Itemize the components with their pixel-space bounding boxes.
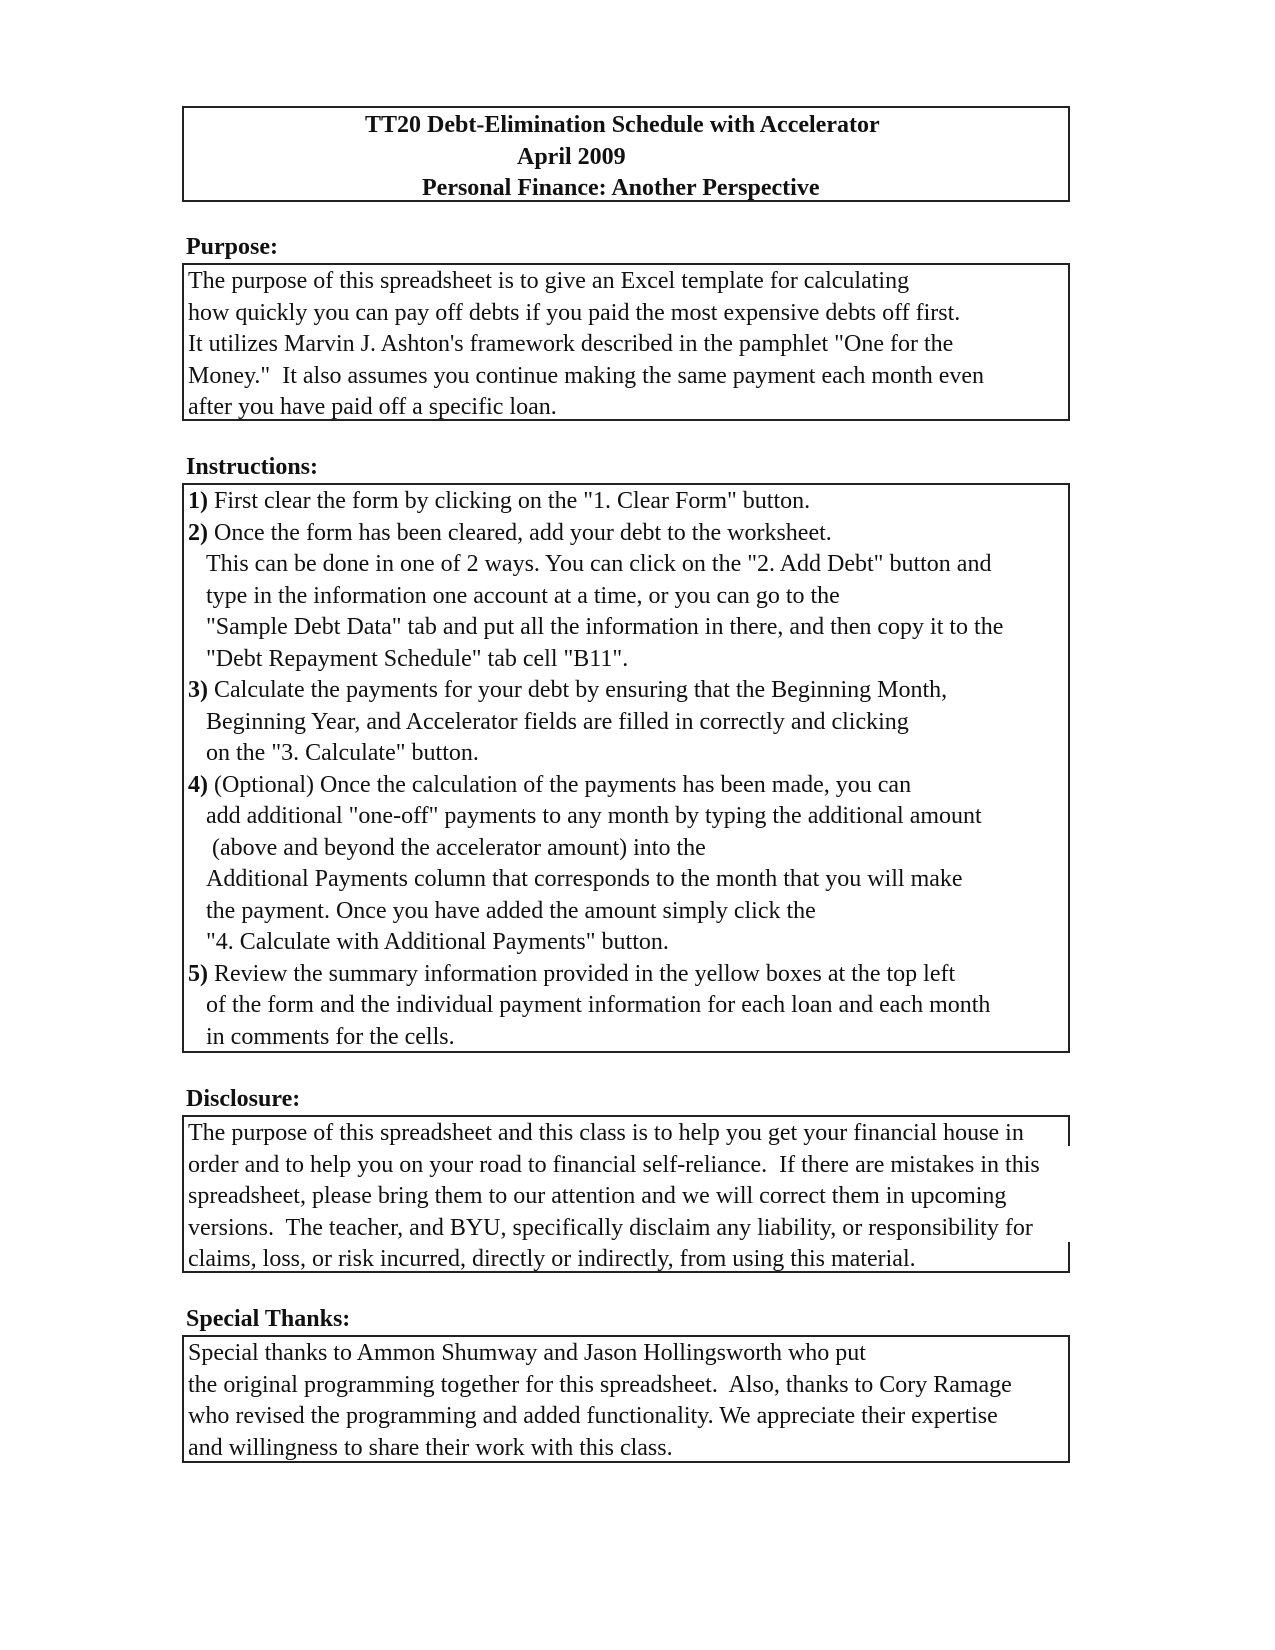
- step-text: Once the form has been cleared, add your debt to the worksheet.: [208, 519, 832, 546]
- purpose-line: The purpose of this spreadsheet is to give an Excel template for calculating: [188, 268, 910, 294]
- step-number: 1): [188, 488, 208, 514]
- instruction-step-2: [188, 518, 1068, 550]
- step-continuation: on the "3. Calculate" button.: [206, 740, 479, 766]
- purpose-line: how quickly you can pay off debts if you paid the most expensive debts off first.: [188, 299, 961, 326]
- title-box: [182, 106, 1070, 202]
- purpose-line: after you have paid off a specific loan.: [188, 394, 557, 420]
- disclosure-border-right-bottom: [1068, 1242, 1070, 1273]
- disclosure-line: versions. The teacher, and BYU, specifically disclaim any liability, or responsibility for: [188, 1214, 1033, 1241]
- disclosure-line: spreadsheet, please bring them to our attention and we will correct them in upcoming: [188, 1183, 1007, 1209]
- document-title: TT20 Debt-Elimination Schedule with Accelerator: [365, 112, 880, 138]
- thanks-heading: Special Thanks:: [186, 1306, 351, 1332]
- instruction-step-3: [188, 675, 1068, 707]
- purpose-box: [182, 263, 1070, 421]
- thanks-line: who revised the programming and added functionality. We appreciate their expertise: [188, 1403, 998, 1429]
- step-continuation: add additional "one-off" payments to any month by typing the additional amount: [206, 803, 982, 829]
- instruction-step-4: [188, 770, 1068, 802]
- step-continuation: "Debt Repayment Schedule" tab cell "B11".: [206, 645, 629, 672]
- thanks-line: and willingness to share their work with this class.: [188, 1434, 673, 1461]
- disclosure-line: The purpose of this spreadsheet and this class is to help you get your financial house in: [188, 1120, 1024, 1146]
- thanks-line: the original programming together for this spreadsheet. Also, thanks to Cory Ramage: [188, 1371, 1012, 1398]
- disclosure-heading: Disclosure:: [186, 1086, 301, 1112]
- step-continuation: Additional Payments column that corresponds to the month that you will make: [206, 866, 963, 892]
- step-continuation: the payment. Once you have added the amount simply click the: [206, 897, 816, 924]
- disclosure-line: claims, loss, or risk incurred, directly or indirectly, from using this material.: [188, 1246, 916, 1272]
- purpose-heading: Purpose:: [186, 234, 278, 260]
- step-text: First clear the form by clicking on the "1. Clear Form" button.: [208, 488, 811, 514]
- disclosure-line: order and to help you on your road to financial self-reliance. If there are mistakes in this: [188, 1151, 1040, 1178]
- step-text: Review the summary information provided in the yellow boxes at the top left: [208, 960, 956, 987]
- thanks-box: [182, 1335, 1070, 1463]
- step-text: (Optional) Once the calculation of the payments has been made, you can: [208, 771, 912, 798]
- disclosure-border-right-top: [1068, 1115, 1070, 1146]
- purpose-line: It utilizes Marvin J. Ashton's framework described in the pamphlet "One for the: [188, 331, 954, 357]
- step-continuation: "Sample Debt Data" tab and put all the information in there, and then copy it to the: [206, 614, 1004, 640]
- document-date: April 2009: [517, 143, 626, 170]
- disclosure-box: [182, 1115, 1070, 1273]
- step-number: 4): [188, 771, 208, 798]
- instructions-heading: Instructions:: [186, 454, 319, 480]
- step-continuation: of the form and the individual payment information for each loan and each month: [206, 992, 991, 1018]
- step-number: 5): [188, 960, 208, 987]
- instructions-box: [182, 483, 1070, 1053]
- step-number: 3): [188, 677, 208, 703]
- thanks-line: Special thanks to Ammon Shumway and Jason Hollingsworth who put: [188, 1340, 866, 1366]
- step-continuation: Beginning Year, and Accelerator fields are filled in correctly and clicking: [206, 708, 909, 735]
- step-continuation: This can be done in one of 2 ways. You can click on the "2. Add Debt" button and: [206, 551, 992, 577]
- instruction-step-1: [188, 486, 1068, 518]
- step-text: Calculate the payments for your debt by ensuring that the Beginning Month,: [208, 677, 948, 703]
- step-continuation: "4. Calculate with Additional Payments" button.: [206, 929, 669, 955]
- step-continuation: (above and beyond the accelerator amount) into the: [206, 834, 706, 861]
- step-continuation: type in the information one account at a time, or you can go to the: [206, 582, 840, 609]
- step-continuation: in comments for the cells.: [206, 1023, 455, 1050]
- instruction-step-5: [188, 959, 1068, 991]
- step-number: 2): [188, 519, 208, 546]
- purpose-line: Money." It also assumes you continue making the same payment each month even: [188, 362, 985, 389]
- document-subtitle: Personal Finance: Another Perspective: [422, 175, 820, 201]
